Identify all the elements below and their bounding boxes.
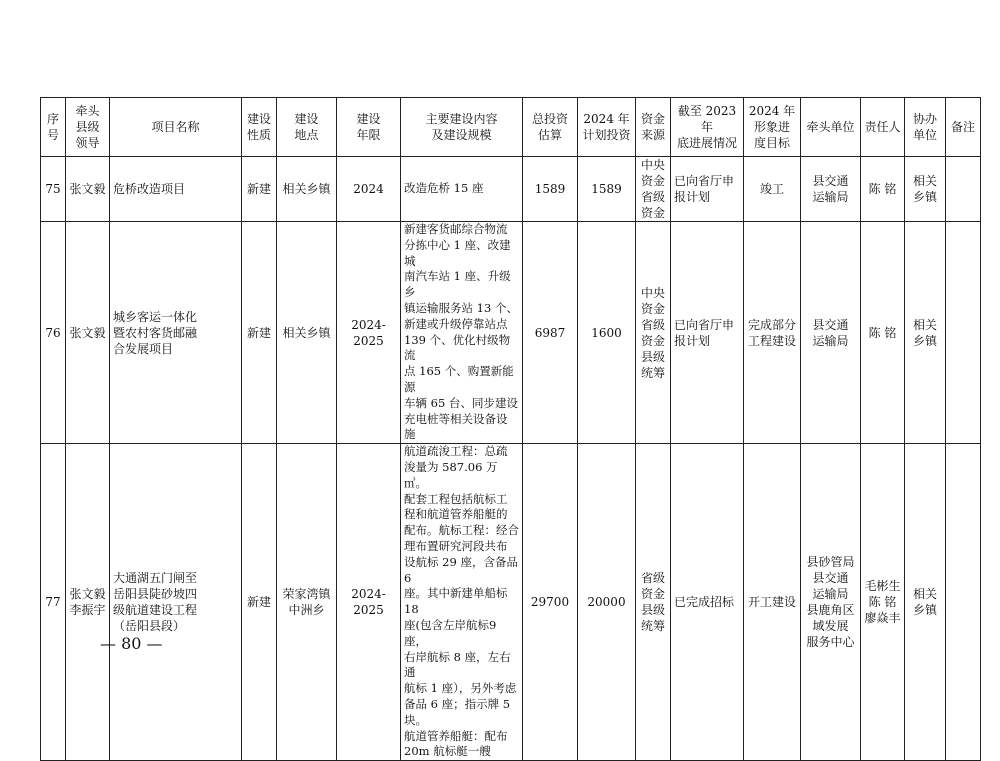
- header-name: 项目名称: [110, 98, 242, 157]
- header-target: 2024 年 形象进 度目标: [744, 98, 801, 157]
- header-period: 建设 年限: [337, 98, 401, 157]
- cell-location: 荣家湾镇 中洲乡: [277, 444, 337, 761]
- cell-target: 开工建设: [744, 444, 801, 761]
- table-header-row: [41, 98, 981, 157]
- header-leader: 牵头 县级 领导: [66, 98, 110, 157]
- cell-note: [946, 444, 981, 761]
- cell-period: 2024: [337, 157, 401, 222]
- cell-progress: 已向省厅申 报计划: [671, 157, 744, 222]
- cell-note: [946, 222, 981, 444]
- cell-progress: 已完成招标: [671, 444, 744, 761]
- header-total: 总投资 估算: [523, 98, 578, 157]
- header-lead-unit: 牵头单位: [801, 98, 861, 157]
- cell-fund: 省级 资金 县级 统筹: [636, 444, 671, 761]
- cell-target: 完成部分 工程建设: [744, 222, 801, 444]
- header-fund: 资金 来源: [636, 98, 671, 157]
- header-person: 责任人: [861, 98, 905, 157]
- cell-fund: 中央 资金 省级 资金: [636, 157, 671, 222]
- cell-note: [946, 157, 981, 222]
- cell-nature: 新建: [242, 444, 277, 761]
- cell-name: 危桥改造项目: [110, 157, 242, 222]
- cell-assist: 相关 乡镇: [905, 444, 946, 761]
- cell-nature: 新建: [242, 157, 277, 222]
- cell-plan: 1589: [578, 157, 636, 222]
- cell-plan: 20000: [578, 444, 636, 761]
- page-number: — 80 —: [100, 634, 163, 653]
- cell-progress: 已向省厅申 报计划: [671, 222, 744, 444]
- header-plan: 2024 年 计划投资: [578, 98, 636, 157]
- cell-total: 29700: [523, 444, 578, 761]
- cell-name: 城乡客运一体化 暨农村客货邮融 合发展项目: [110, 222, 242, 444]
- cell-nature: 新建: [242, 222, 277, 444]
- cell-period: 2024-2025: [337, 444, 401, 761]
- header-seq: 序 号: [41, 98, 66, 157]
- cell-content: 航道疏浚工程：总疏 浚量为 587.06 万㎥。 配套工程包括航标工 程和航道管养船艇的 配布。航标工程：经合 理布置研究河段共布 设航标 29 座，含备品 6 座。其中新建单船标 18 座(包含左岸航标9座， 右岸航标 8 座，左右通 航标 1 座），另外考虑 备品 6 座；指示牌 5 块。 航道管养船艇：配布 20m 航标艇一艘: [401, 444, 523, 761]
- table-row: [41, 444, 981, 761]
- table-row: [41, 222, 981, 444]
- cell-target: 竣工: [744, 157, 801, 222]
- header-progress: 截至 2023 年 底进展情况: [671, 98, 744, 157]
- cell-content: 改造危桥 15 座: [401, 157, 523, 222]
- cell-content: 新建客货邮综合物流 分拣中心 1 座、改建城 南汽车站 1 座、升级乡 镇运输服务站 13 个、 新建或升级停靠站点 139 个、优化村级物流 点 165 个、购置新能源 车辆 65 台、同步建设 充电桩等相关设备设 施: [401, 222, 523, 444]
- cell-total: 6987: [523, 222, 578, 444]
- table-row: [41, 157, 981, 222]
- cell-leader: 张文毅: [66, 157, 110, 222]
- cell-name: 大通湖五门闸至 岳阳县陡砂坡四 级航道建设工程 （岳阳县段）: [110, 444, 242, 761]
- header-note: 备注: [946, 98, 981, 157]
- cell-assist: 相关 乡镇: [905, 222, 946, 444]
- cell-leader: 张文毅 李振宇: [66, 444, 110, 761]
- header-content: 主要建设内容 及建设规模: [401, 98, 523, 157]
- cell-lead-unit: 县交通 运输局: [801, 222, 861, 444]
- cell-leader: 张文毅: [66, 222, 110, 444]
- cell-period: 2024-2025: [337, 222, 401, 444]
- project-table: [40, 97, 981, 761]
- cell-person: 毛彬生 陈 铭 廖焱丰: [861, 444, 905, 761]
- cell-seq: 75: [41, 157, 66, 222]
- cell-seq: 77: [41, 444, 66, 761]
- cell-seq: 76: [41, 222, 66, 444]
- cell-fund: 中央 资金 省级 资金 县级 统筹: [636, 222, 671, 444]
- cell-assist: 相关 乡镇: [905, 157, 946, 222]
- cell-lead-unit: 县砂管局 县交通 运输局 县鹿角区 域发展 服务中心: [801, 444, 861, 761]
- header-assist: 协办 单位: [905, 98, 946, 157]
- cell-person: 陈 铭: [861, 157, 905, 222]
- cell-person: 陈 铭: [861, 222, 905, 444]
- cell-total: 1589: [523, 157, 578, 222]
- header-location: 建设 地点: [277, 98, 337, 157]
- header-nature: 建设 性质: [242, 98, 277, 157]
- cell-lead-unit: 县交通 运输局: [801, 157, 861, 222]
- cell-location: 相关乡镇: [277, 157, 337, 222]
- cell-location: 相关乡镇: [277, 222, 337, 444]
- cell-plan: 1600: [578, 222, 636, 444]
